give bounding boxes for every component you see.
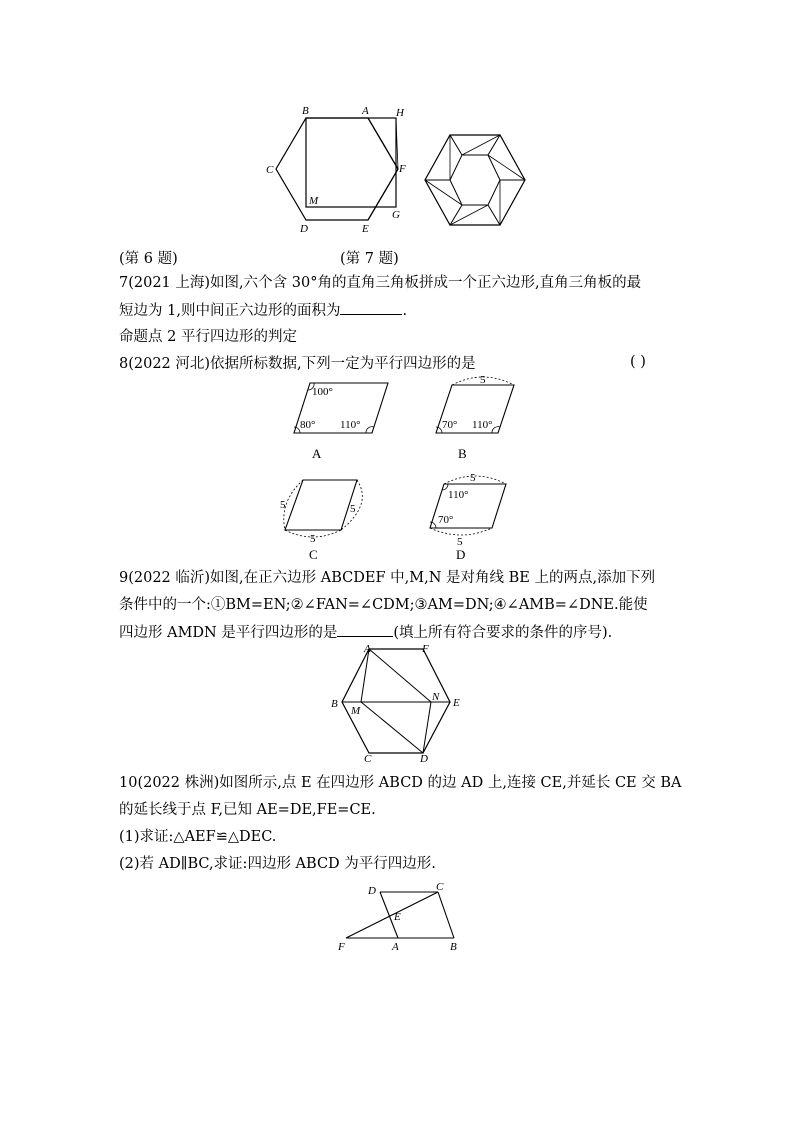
figure-q10	[330, 880, 470, 955]
q8c-bottom-5: 5	[310, 533, 316, 545]
fig10-label-A: A	[392, 941, 399, 953]
q9-line1: 9(2022 临沂)如图,在正六边形 ABCDEF 中,M,N 是对角线 BE 上的两点,添加下列	[119, 570, 656, 586]
q8-option-d-figure	[420, 468, 515, 546]
q8c-right-5: 5	[350, 503, 356, 515]
fig6-label-A: A	[362, 105, 369, 117]
q8b-angle-70: 70°	[442, 419, 458, 431]
fig9-label-E: E	[453, 697, 460, 709]
fig6-label-H: H	[396, 107, 404, 119]
q7-line2-end: .	[402, 303, 408, 319]
q8b-top-5: 5	[480, 374, 486, 386]
q9-line3-text: 四边形 AMDN 是平行四边形的是	[119, 625, 338, 641]
q8b-angle-110: 110°	[472, 419, 493, 431]
fig6-label-G: G	[392, 209, 400, 221]
fig10-label-C: C	[436, 881, 444, 893]
fig6-label-M: M	[309, 195, 319, 207]
fig9-label-F: F	[422, 643, 429, 655]
q7-line1: 7(2021 上海)如图,六个含 30°角的直角三角板拼成一个正六边形,直角三角板的最	[119, 275, 642, 291]
q7-line2-text: 短边为 1,则中间正六边形的面积为	[119, 303, 341, 319]
q8d-top-5: 5	[470, 472, 476, 484]
q8-option-a-figure	[290, 375, 400, 440]
fig6-label-F: F	[399, 163, 406, 175]
fig9-label-A: A	[364, 643, 371, 655]
fig10-label-B: B	[450, 941, 457, 953]
q8-option-d-label[interactable]: D	[456, 547, 466, 562]
figure-q7	[420, 125, 530, 235]
fig6-label-E: E	[362, 223, 369, 235]
fig9-label-B: B	[331, 698, 338, 710]
fig9-label-C: C	[364, 753, 372, 762]
fig10-label-F: F	[338, 941, 345, 953]
fig10-label-E: E	[394, 911, 401, 923]
fig10-label-D: D	[368, 885, 376, 897]
q8a-angle-100: 100°	[312, 386, 333, 398]
q8c-left-5: 5	[280, 499, 286, 511]
fig9-label-D: D	[420, 753, 428, 762]
q8-option-b-figure	[430, 373, 520, 440]
q8-answer-parens[interactable]: ( )	[630, 354, 646, 370]
q8-option-c-figure	[275, 470, 375, 545]
q8a-angle-80: 80°	[300, 419, 316, 431]
q8d-angle-70: 70°	[438, 514, 454, 526]
fig9-label-M: M	[351, 705, 361, 717]
fig7-caption: (第 7 题)	[340, 251, 399, 267]
q10-line2: 的延长线于点 F,已知 AE=DE,FE=CE.	[119, 802, 376, 818]
q10-part2: (2)若 AD∥BC,求证:四边形 ABCD 为平行四边形.	[119, 856, 436, 872]
q8d-angle-110: 110°	[448, 489, 469, 501]
q8a-angle-110: 110°	[340, 419, 361, 431]
fig6-caption: (第 6 题)	[119, 251, 178, 267]
q8-option-c-label[interactable]: C	[309, 547, 318, 562]
q9-line3-end: (填上所有符合要求的条件的序号).	[393, 625, 613, 641]
q8-stem: 8(2022 河北)依据所标数据,下列一定为平行四边形的是	[119, 356, 476, 372]
q10-part1: (1)求证:△AEF≌△DEC.	[119, 829, 277, 845]
q8-option-a-label[interactable]: A	[312, 446, 322, 461]
q10-line1: 10(2022 株洲)如图所示,点 E 在四边形 ABCD 的边 AD 上,连接 CE,并延长 CE 交 BA	[119, 775, 682, 791]
fig6-label-B: B	[302, 105, 309, 117]
q9-line2: 条件中的一个:①BM=EN;②∠FAN=∠CDM;③AM=DN;④∠AMB=∠DNE.能使	[119, 597, 648, 613]
q9-answer-blank[interactable]	[337, 622, 393, 637]
figure-q9	[326, 640, 471, 762]
fig6-label-D: D	[300, 223, 308, 235]
section-2-title: 命题点 2 平行四边形的判定	[119, 329, 297, 345]
q8-option-b-label[interactable]: B	[458, 446, 467, 461]
fig9-label-N: N	[432, 691, 440, 703]
figure-q6	[262, 100, 422, 240]
fig6-label-C: C	[266, 164, 274, 176]
q8d-bottom-5: 5	[457, 536, 463, 546]
q7-answer-blank[interactable]	[340, 300, 402, 315]
q7-line2	[119, 300, 407, 321]
